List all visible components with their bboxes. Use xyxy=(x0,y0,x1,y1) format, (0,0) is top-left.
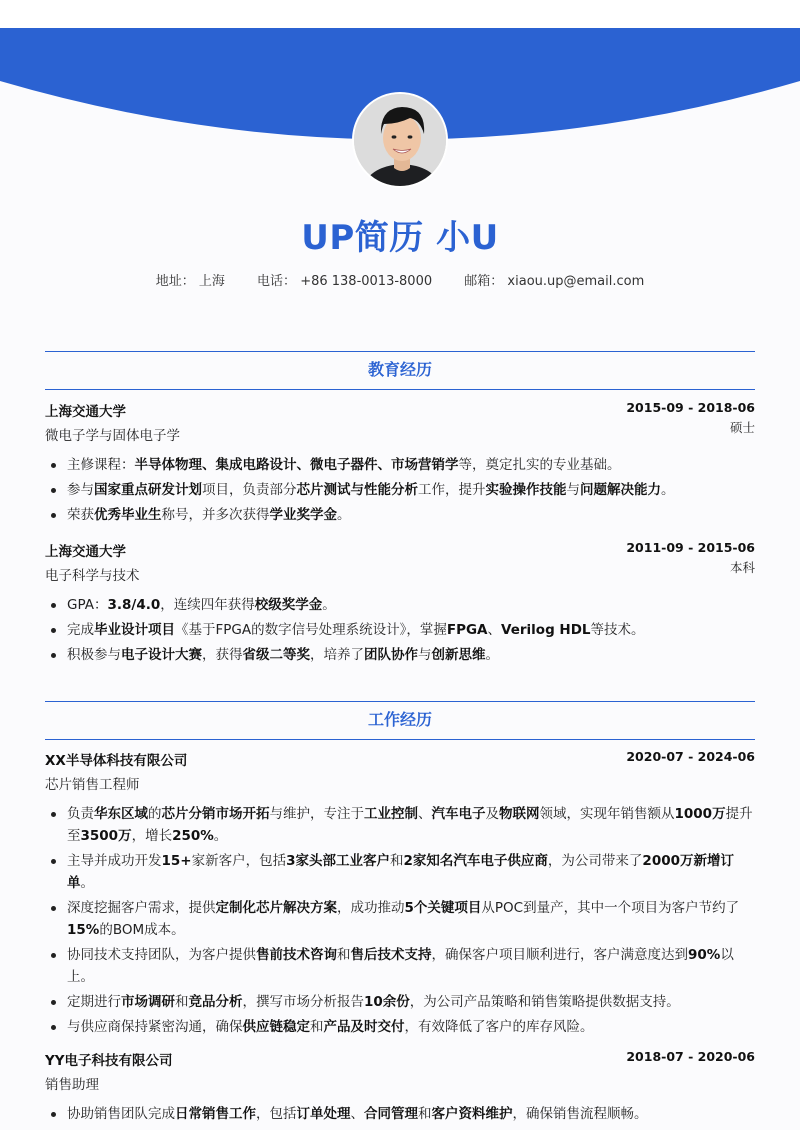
highlight-text: 合同管理 xyxy=(364,1106,418,1122)
bullet-item xyxy=(45,454,755,476)
education-entry xyxy=(45,400,755,529)
bullet-text: 荣获 xyxy=(67,507,94,523)
entry-header xyxy=(45,749,755,773)
bullet-text: 从POC到量产，其中一个项目为客户节约了 xyxy=(481,900,740,916)
bullet-text: 提升至 xyxy=(67,806,753,844)
highlight-text: 工业控制 xyxy=(364,806,418,822)
highlight-text: 电子设计大赛 xyxy=(121,647,202,663)
bullet-text: 。 xyxy=(322,597,336,613)
email-value: xiaou.up@email.com xyxy=(507,274,645,289)
bullet-text: 与 xyxy=(566,482,580,498)
bullet-text: 。 xyxy=(661,482,675,498)
company-name: XX半导体科技有限公司 xyxy=(45,753,188,769)
highlight-text: 订单处理 xyxy=(296,1106,351,1122)
highlight-text: 创新思维 xyxy=(431,647,486,663)
entry-dates: 2011-09 - 2015-06 xyxy=(626,540,755,555)
bullet-text: 主导并成功开发 xyxy=(67,853,162,869)
bullet-text: 家新客户，包括 xyxy=(191,853,287,869)
highlight-text: 国家重点研发计划 xyxy=(94,482,202,498)
highlight-text: 团队协作 xyxy=(364,647,418,663)
bullet-list xyxy=(45,454,755,526)
email-label: 邮箱： xyxy=(464,274,504,289)
work-entry xyxy=(45,1049,755,1128)
bullet-item xyxy=(45,619,755,641)
highlight-text: 日常销售工作 xyxy=(175,1106,256,1122)
highlight-text: 芯片测试与性能分析 xyxy=(296,482,418,498)
bullet-text: ，为公司带来了 xyxy=(547,853,643,869)
major: 微电子学与固体电子学 xyxy=(45,428,180,444)
phone-value: +86 138-0013-8000 xyxy=(300,274,433,289)
bullet-text: ，成功推动 xyxy=(337,900,405,916)
bullet-text: 定期进行 xyxy=(67,994,121,1010)
education-entry xyxy=(45,540,755,669)
bullet-text: 称号，并多次获得 xyxy=(161,507,270,523)
bullet-text: ，为公司产品策略和销售策略提供数据支持。 xyxy=(409,994,680,1010)
bullet-item xyxy=(45,644,755,666)
bullet-text: 与 xyxy=(418,647,432,663)
bullet-text: ，连续四年获得 xyxy=(160,597,255,613)
highlight-text: 3500万 xyxy=(80,828,132,844)
bullet-text: 。 xyxy=(80,875,94,891)
highlight-text: FPGA xyxy=(446,622,488,638)
avatar-portrait-icon xyxy=(354,94,448,188)
entry-header xyxy=(45,540,755,564)
highlight-text: 实验操作技能 xyxy=(485,482,567,498)
highlight-text: 15+ xyxy=(161,853,192,869)
bullet-text: ，撰写市场分析报告 xyxy=(242,994,364,1010)
bullet-text: 深度挖掘客户需求，提供 xyxy=(67,900,216,916)
entry-subheader xyxy=(45,420,755,450)
bullet-text: 的BOM成本。 xyxy=(99,922,185,938)
bullet-text: 完成 xyxy=(67,622,94,638)
bullet-list xyxy=(45,594,755,666)
highlight-text: 2000万新增订单 xyxy=(67,853,734,891)
bullet-text: 参与 xyxy=(67,482,94,498)
bullet-text: 和 xyxy=(175,994,189,1010)
section-title-work: 工作经历 xyxy=(45,701,755,740)
bullet-text: 。 xyxy=(485,647,499,663)
avatar xyxy=(352,92,448,188)
bullet-text: 《基于FPGA的数字信号处理系统设计》，掌握 xyxy=(175,622,447,638)
entry-dates: 2020-07 - 2024-06 xyxy=(626,749,755,764)
highlight-text: 华东区域 xyxy=(94,806,148,822)
contact-phone xyxy=(257,270,432,289)
bullet-text: 以上。 xyxy=(67,947,734,985)
highlight-text: 售前技术咨询 xyxy=(256,947,337,963)
highlight-text: 定制化芯片解决方案 xyxy=(215,900,337,916)
bullet-text: 主修课程： xyxy=(67,457,135,473)
job-role: 芯片销售工程师 xyxy=(45,777,140,793)
address-label: 地址： xyxy=(155,274,195,289)
bullet-text: 与供应商保持紧密沟通，确保 xyxy=(67,1019,243,1035)
work-entry xyxy=(45,749,755,1041)
highlight-text: 省级二等奖 xyxy=(242,647,310,663)
degree: 硕士 xyxy=(729,420,755,435)
address-value: 上海 xyxy=(198,274,225,289)
bullet-item xyxy=(45,850,755,894)
phone-label: 电话： xyxy=(257,274,297,289)
highlight-text: 250% xyxy=(172,828,214,844)
bullet-text: 。 xyxy=(213,828,228,844)
bullet-text: ，包括 xyxy=(256,1106,297,1122)
bullet-item xyxy=(45,479,755,501)
bullet-text: ，增长 xyxy=(131,828,173,844)
entry-subheader xyxy=(45,1073,755,1099)
bullet-text: 负责 xyxy=(67,806,94,822)
highlight-text: 客户资料维护 xyxy=(431,1106,513,1122)
highlight-text: 10余份 xyxy=(364,994,410,1010)
bullet-text: 和 xyxy=(418,1106,432,1122)
bullet-item xyxy=(45,1103,755,1125)
bullet-item xyxy=(45,504,755,526)
job-role: 销售助理 xyxy=(45,1077,99,1093)
contact-email xyxy=(464,270,644,289)
bullet-text: 和 xyxy=(337,947,351,963)
degree: 本科 xyxy=(729,560,755,575)
bullet-text: 等，奠定扎实的专业基础。 xyxy=(458,457,621,473)
bullet-item xyxy=(45,1016,755,1038)
highlight-text: 汽车电子 xyxy=(431,806,486,822)
bullet-text: 等技术。 xyxy=(590,622,645,638)
contact-line xyxy=(0,270,800,289)
highlight-text: 售后技术支持 xyxy=(350,947,432,963)
bullet-text: 的 xyxy=(148,806,162,822)
candidate-name: UP简历 小U xyxy=(301,218,499,258)
highlight-text: 物联网 xyxy=(499,806,540,822)
bullet-text: ，确保销售流程顺畅。 xyxy=(512,1106,648,1122)
highlight-text: 3家头部工业客户 xyxy=(286,853,391,869)
highlight-text: 供应链稳定 xyxy=(242,1019,310,1035)
bullet-text: 、 xyxy=(487,622,502,638)
highlight-text: 校级奖学金 xyxy=(254,597,323,613)
bullet-item xyxy=(45,897,755,941)
bullet-text: ，培养了 xyxy=(310,647,364,663)
bullet-text: 、 xyxy=(418,806,432,822)
highlight-text: 竞品分析 xyxy=(188,994,243,1010)
bullet-list xyxy=(45,1103,755,1125)
bullet-text: 协助销售团队完成 xyxy=(67,1106,175,1122)
bullet-text: 工作，提升 xyxy=(418,482,486,498)
entry-header xyxy=(45,1049,755,1073)
bullet-item xyxy=(45,803,755,847)
entry-header xyxy=(45,400,755,424)
bullet-text: 。 xyxy=(337,507,351,523)
entry-dates: 2015-09 - 2018-06 xyxy=(626,400,755,415)
bullet-text: ，获得 xyxy=(202,647,243,663)
bullet-text: 项目，负责部分 xyxy=(202,482,297,498)
highlight-text: 学业奖学金 xyxy=(269,507,337,523)
highlight-text: 90% xyxy=(688,947,721,963)
highlight-text: 15% xyxy=(67,922,100,938)
top-strip xyxy=(0,0,800,28)
bullet-text: 和 xyxy=(390,853,404,869)
entry-dates: 2018-07 - 2020-06 xyxy=(626,1049,755,1064)
bullet-item xyxy=(45,991,755,1013)
highlight-text: Verilog HDL xyxy=(501,622,591,638)
bullet-item xyxy=(45,594,755,616)
highlight-text: 产品及时交付 xyxy=(323,1019,405,1035)
highlight-text: 问题解决能力 xyxy=(580,482,661,498)
bullet-text: 积极参与 xyxy=(67,647,121,663)
company-name: YY电子科技有限公司 xyxy=(45,1053,173,1069)
highlight-text: 3.8/4.0 xyxy=(107,597,161,613)
highlight-text: 1000万 xyxy=(674,806,726,822)
highlight-text: 2家知名汽车电子供应商 xyxy=(403,853,548,869)
bullet-text: 协同技术支持团队，为客户提供 xyxy=(67,947,256,963)
bullet-text: 和 xyxy=(310,1019,324,1035)
school-name: 上海交通大学 xyxy=(45,404,126,420)
bullet-text: 及 xyxy=(485,806,499,822)
bullet-text: ，确保客户项目顺利进行，客户满意度达到 xyxy=(431,947,688,963)
highlight-text: 优秀毕业生 xyxy=(94,507,162,523)
bullet-text: 领域，实现年销售额从 xyxy=(539,806,675,822)
school-name: 上海交通大学 xyxy=(45,544,126,560)
bullet-item xyxy=(45,944,755,988)
entry-subheader xyxy=(45,560,755,590)
highlight-text: 半导体物理、集成电路设计、微电子器件、市场营销学 xyxy=(134,457,459,473)
bullet-text: ，有效降低了客户的库存风险。 xyxy=(404,1019,594,1035)
bullet-list xyxy=(45,803,755,1038)
highlight-text: 毕业设计项目 xyxy=(94,622,175,638)
highlight-text: 市场调研 xyxy=(121,994,175,1010)
bullet-text: 与维护，专注于 xyxy=(269,806,364,822)
highlight-text: 5个关键项目 xyxy=(404,900,482,916)
highlight-text: 芯片分销市场开拓 xyxy=(161,806,270,822)
contact-address xyxy=(156,270,225,289)
entry-subheader xyxy=(45,773,755,799)
bullet-text: 、 xyxy=(350,1106,364,1122)
major: 电子科学与技术 xyxy=(45,568,140,584)
section-title-education: 教育经历 xyxy=(45,351,755,390)
bullet-text: GPA： xyxy=(67,597,108,613)
